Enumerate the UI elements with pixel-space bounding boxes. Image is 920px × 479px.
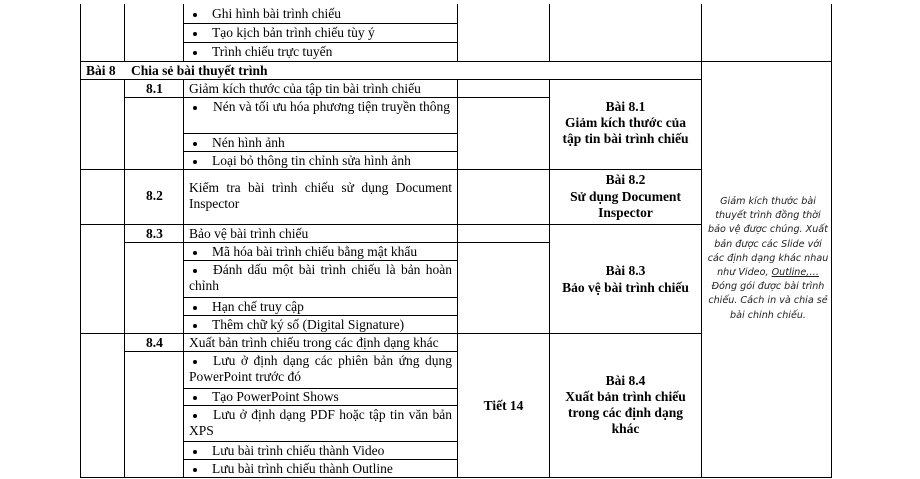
lesson-ref-number: Bài 8.4 <box>605 373 646 388</box>
topic-item: Đánh dấu một bài trình chiếu là bản hoàn chỉnh <box>189 262 452 293</box>
period-label: Tiết 14 <box>483 398 524 413</box>
bullet-icon <box>193 450 197 454</box>
note-text: Đóng gói được bài trình chiếu. Cách in và chia sẻ bài chinh chiếu. <box>708 281 828 321</box>
topic-item: Trình chiếu trực tuyến <box>212 44 333 59</box>
topic-item: Hạn chế truy cập <box>212 299 304 314</box>
topic-item: Ghi hình bài trình chiếu <box>212 6 341 21</box>
topic-item: Tạo PowerPoint Shows <box>212 389 339 404</box>
note-text: Giảm kích thước bài thuyết trình đồng thời bảo vệ được chúng. Xuất bản được các Slide với các định dạng khác nhau như Video, <box>707 196 829 279</box>
objectives-note <box>705 195 831 323</box>
bullet-icon <box>193 306 197 310</box>
bullet-icon <box>193 51 197 55</box>
lesson-ref-title: Xuất bản trình chiếu trong các định dạng khác <box>565 389 686 436</box>
topic-item: Lưu ở định dạng các phiên bản ứng dụng PowerPoint trước đó <box>189 353 452 384</box>
topic-item: Lưu bài trình chiếu thành Outline <box>212 461 393 476</box>
topic-item: Lưu bài trình chiếu thành Video <box>212 443 385 458</box>
lesson-number: Bài 8 <box>86 63 116 78</box>
bullet-icon <box>193 324 197 328</box>
bullet-icon <box>193 468 197 472</box>
section-number: 8.1 <box>146 81 163 96</box>
note-underlined-text: Outline,… <box>771 267 819 279</box>
section-number: 8.3 <box>146 226 163 241</box>
topic-item: Lưu ở định dạng PDF hoặc tập tin văn bản XPS <box>189 407 452 438</box>
topic-item: Nén và tối ưu hóa phương tiện truyền thông <box>213 99 450 114</box>
topic-item: Tạo kịch bản trình chiếu tùy ý <box>212 25 375 40</box>
lesson-ref-number: Bài 8.3 <box>605 263 646 278</box>
bullet-icon <box>193 396 197 400</box>
lesson-ref-number: Bài 8.2 <box>605 172 646 187</box>
bullet-icon <box>193 251 197 255</box>
bullet-icon <box>193 32 197 36</box>
lesson-ref-title: Bảo vệ bài trình chiếu <box>562 280 689 295</box>
bullet-icon <box>193 160 197 164</box>
lesson-ref-title: Sử dụng Document Inspector <box>570 189 681 220</box>
topic-item: Nén hình ảnh <box>212 135 285 150</box>
topic-item: Thêm chữ ký số (Digital Signature) <box>212 317 405 332</box>
lesson-ref-number: Bài 8.1 <box>605 99 646 114</box>
topic-item: Loại bỏ thông tin chỉnh sửa hình ảnh <box>212 153 411 168</box>
topic-item: Mã hóa bài trình chiếu bằng mật khẩu <box>212 244 418 259</box>
section-title: Xuất bản trình chiếu trong các định dạng khác <box>189 335 439 350</box>
lesson-ref-title: Giảm kích thước của tập tin bài trình chiếu <box>562 115 689 146</box>
lesson-title: Chia sẻ bài thuyết trình <box>131 63 268 78</box>
section-number: 8.2 <box>146 188 163 203</box>
section-title: Kiểm tra bài trình chiếu sử dụng Document Inspector <box>189 180 452 211</box>
section-number: 8.4 <box>146 335 163 350</box>
section-title: Giảm kích thước của tập tin bài trình chiếu <box>189 81 421 96</box>
section-title: Bảo vệ bài trình chiếu <box>189 226 309 241</box>
bullet-icon <box>193 142 197 146</box>
bullet-icon <box>193 13 197 17</box>
